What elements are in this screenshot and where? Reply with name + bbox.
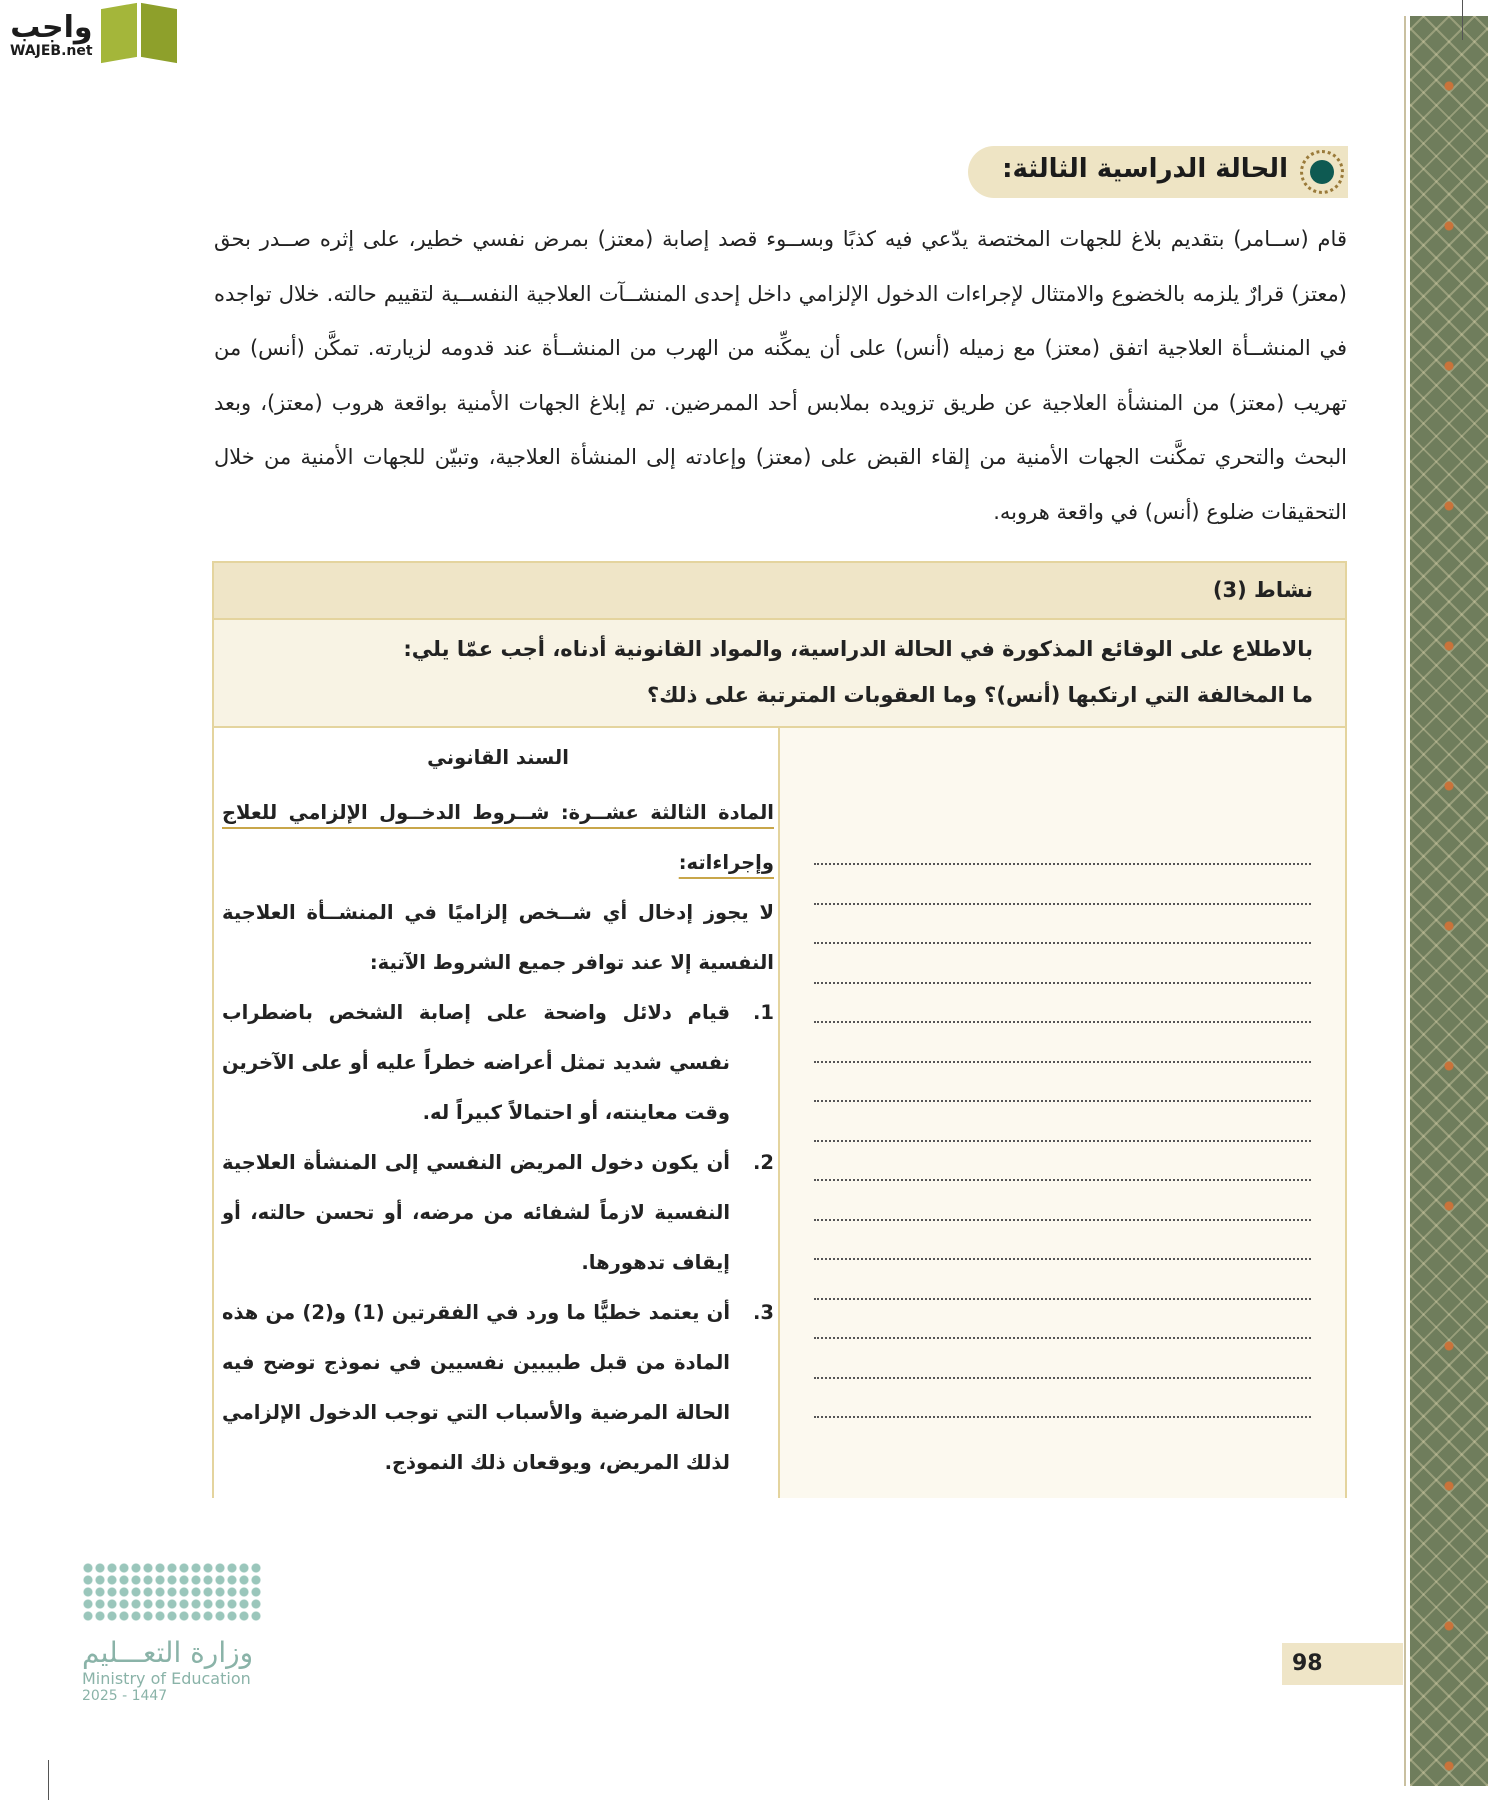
section-title-banner	[968, 146, 1348, 198]
section-title: الحالة الدراسية الثالثة:	[1002, 154, 1288, 184]
activity-question: ما المخالفة التي ارتكبها (أنس)؟ وما العقوبات المترتبة على ذلك؟	[647, 683, 1313, 707]
activity-header	[214, 563, 1345, 620]
answer-line[interactable]	[814, 863, 1311, 865]
crop-mark	[1462, 0, 1463, 40]
item-text: أن يعتمد خطيًّا ما ورد في الفقرتين (1) و(2) من هذه المادة من قبل طبيبين نفسيين في نموذج توضح فيه الحالة المرضية والأسباب التي توجب الدخول الإلزامي لذلك المريض، ويوقعان ذلك النموذج.	[222, 1301, 730, 1474]
answer-line[interactable]	[814, 1258, 1311, 1260]
answer-line[interactable]	[814, 1100, 1311, 1102]
activity-label: نشاط (3)	[1212, 578, 1313, 602]
ministry-arabic: وزارة التعـــليم	[82, 1636, 254, 1669]
ministry-of-education-logo	[82, 1562, 282, 1704]
item-number: 3.	[753, 1301, 774, 1324]
answer-line[interactable]	[814, 1179, 1311, 1181]
case-study-paragraph: قام (ســامر) بتقديم بلاغ للجهات المختصة يدّعي فيه كذبًا وبســوء قصد إصابة (معتز) بمرض نفسي خطير، على إثره صــدر بحق (معتز) قرارٌ يلزمه بالخضوع والامتثال لإجراءات الدخول الإلزامي داخل إحدى المنشــآت العلاجية النفســية لتقييم حالته. خلال تواجده في المنشــأة العلاجية اتفق (معتز) مع زميله (أنس) على أن يمكِّنه من الهرب من المنشــأة عند قدومه لزيارته. تمكَّن (أنس) من تهريب (معتز) من المنشأة العلاجية عن طريق تزويده بملابس أحد الممرضين. تم إبلاغ الجهات الأمنية بواقعة هروب (معتز)، وبعد البحث والتحري تمكَّنت الجهات الأمنية من إلقاء القبض على (معتز) وإعادته إلى المنشأة العلاجية، وتبيّن للجهات الأمنية من خلال التحقيقات ضلوع (أنس) في واقعة هروبه.	[214, 227, 1347, 524]
activity-body	[214, 728, 1345, 1498]
activity-instruction: بالاطلاع على الوقائع المذكورة في الحالة الدراسية، والمواد القانونية أدناه، أجب عمّا يلي:	[403, 637, 1313, 661]
answer-line[interactable]	[814, 903, 1311, 905]
item-text: قيام دلائل واضحة على إصابة الشخص باضطراب نفسي شديد تمثل أعراضه خطراً عليه أو على الآخرين وقت معاينته، أو احتمالاً كبيراً له.	[222, 1001, 730, 1124]
article-title: المادة الثالثة عشــرة: شــروط الدخــول الإلزامي للعلاج وإجراءاته:	[222, 801, 774, 874]
ministry-english: Ministry of Education	[82, 1669, 251, 1688]
answer-line[interactable]	[814, 1061, 1311, 1063]
book-logo-icon	[99, 6, 179, 66]
item-number: 2.	[753, 1151, 774, 1174]
ministry-dots-icon	[82, 1562, 262, 1622]
list-item	[222, 1288, 774, 1488]
answer-line[interactable]	[814, 1140, 1311, 1142]
answer-line[interactable]	[814, 942, 1311, 944]
logo-arabic-text: واجب	[10, 10, 93, 45]
answer-area[interactable]	[778, 728, 1345, 1498]
page-number: 98	[1282, 1643, 1403, 1685]
crop-mark	[48, 1760, 49, 1800]
answer-line[interactable]	[814, 1337, 1311, 1339]
legal-basis-column	[222, 728, 774, 1498]
decorative-border-pattern	[1410, 16, 1488, 1786]
legal-basis-header: السند القانوني	[427, 746, 569, 769]
item-text: أن يكون دخول المريض النفسي إلى المنشأة العلاجية النفسية لازماً لشفائه من مرضه، أو تحسن حالته، أو إيقاف تدهورها.	[222, 1151, 730, 1274]
list-item	[222, 988, 774, 1138]
activity-box	[212, 561, 1347, 1498]
border-line	[1404, 16, 1406, 1786]
sun-ornament-icon	[1300, 150, 1344, 194]
answer-line[interactable]	[814, 1298, 1311, 1300]
logo-latin-text: WAJEB.net	[10, 43, 93, 59]
ministry-year: 2025 - 1447	[82, 1688, 168, 1704]
answer-line[interactable]	[814, 1021, 1311, 1023]
item-number: 1.	[753, 1001, 774, 1024]
answer-line[interactable]	[814, 1377, 1311, 1379]
list-item	[222, 1138, 774, 1288]
activity-question-band	[214, 620, 1345, 728]
answer-line[interactable]	[814, 1416, 1311, 1418]
article-intro: لا يجوز إدخال أي شــخص إلزاميًا في المنشــأة العلاجية النفسية إلا عند توافر جميع الشروط الآتية:	[222, 901, 774, 974]
answer-line[interactable]	[814, 1219, 1311, 1221]
main-content	[212, 212, 1347, 1498]
answer-line[interactable]	[814, 982, 1311, 984]
wajeb-logo[interactable]	[10, 6, 179, 66]
